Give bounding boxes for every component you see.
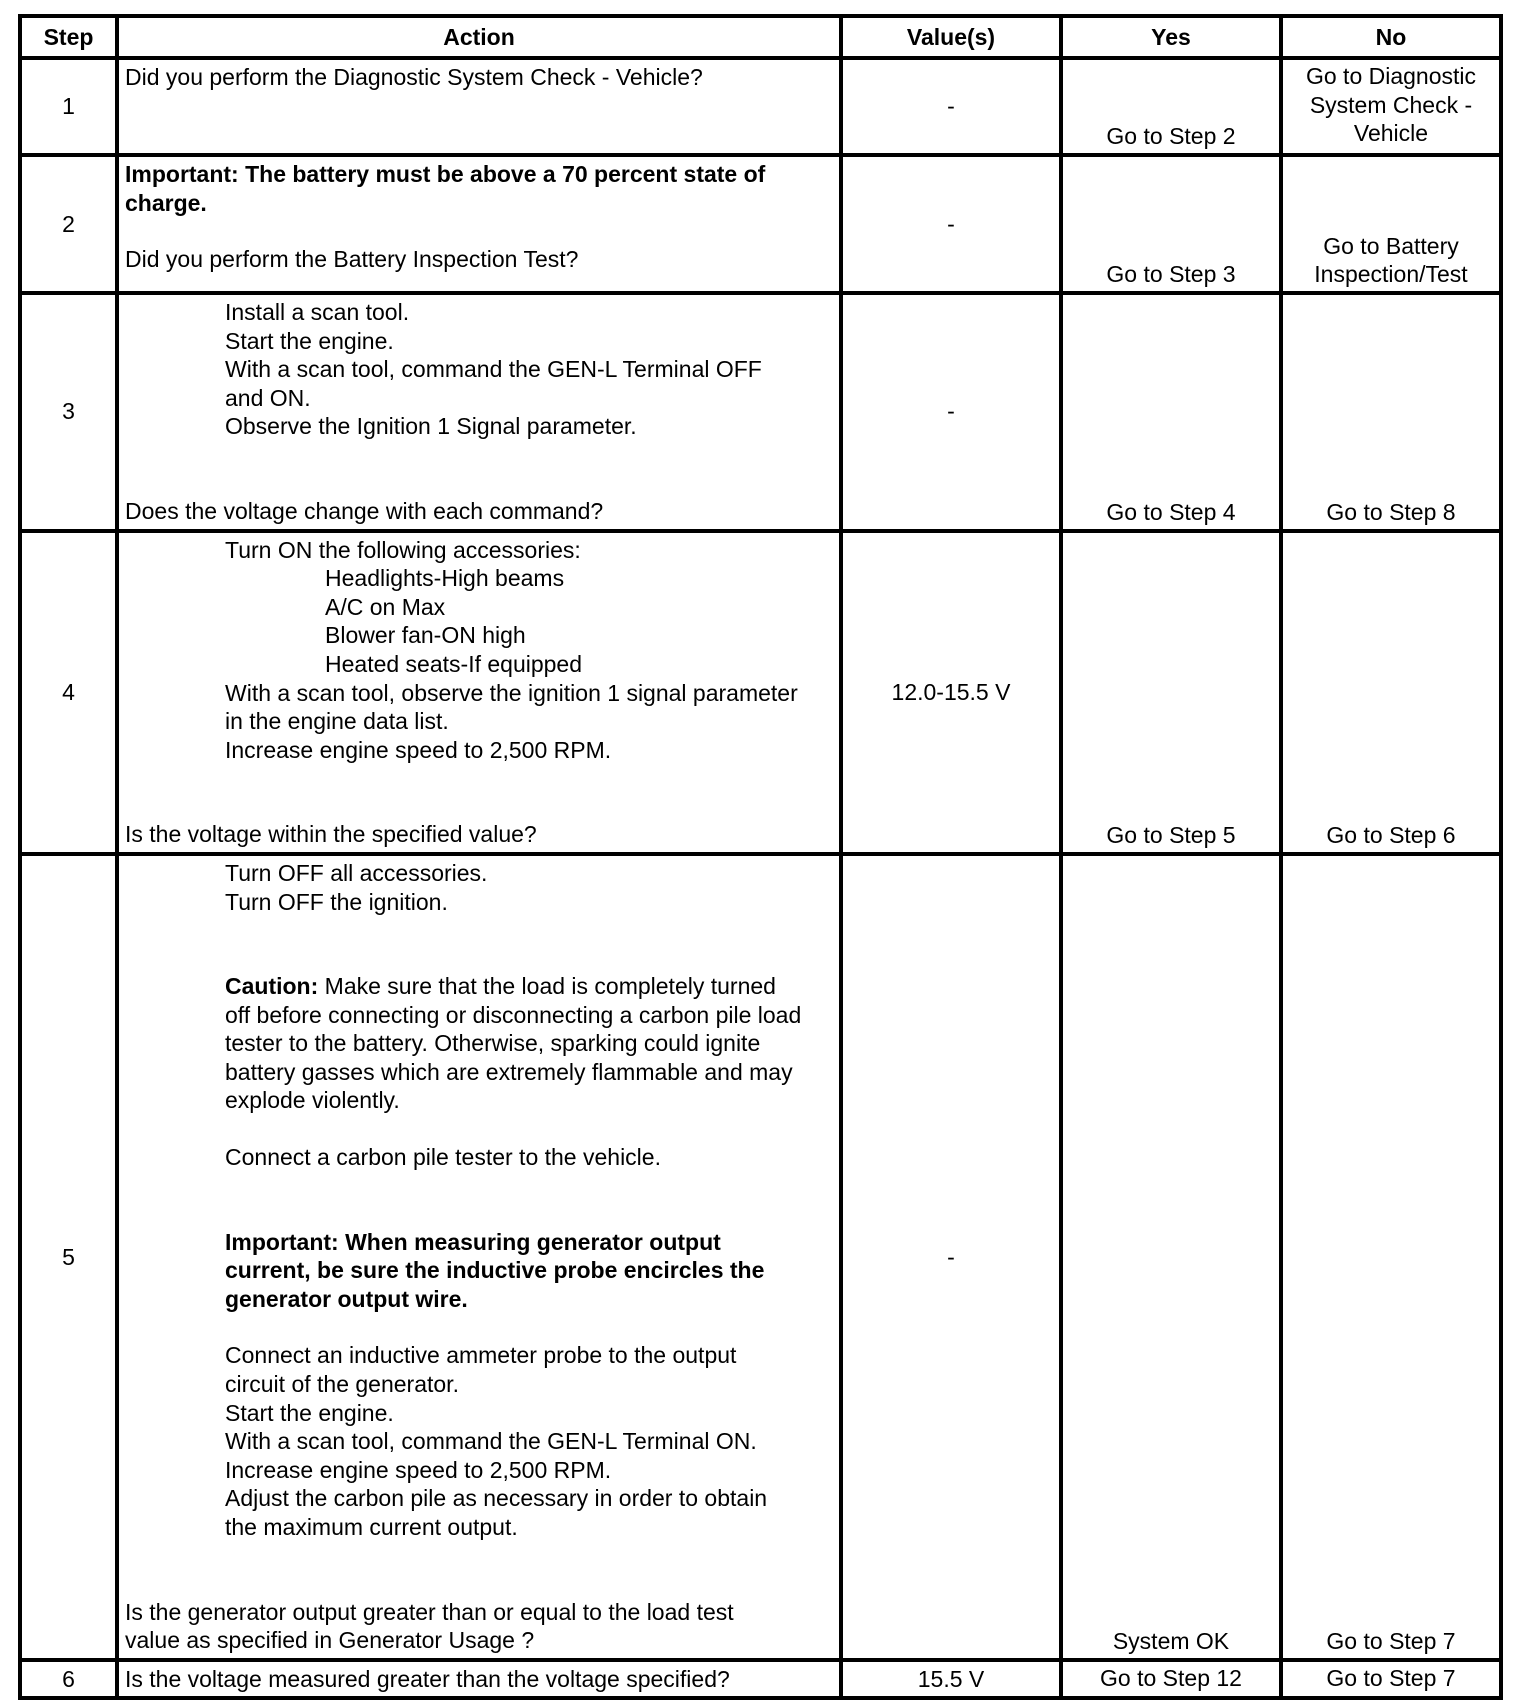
action-line: circuit of the generator.: [225, 1371, 459, 1398]
action-line: Connect an inductive ammeter probe to the output: [225, 1342, 737, 1369]
value-cell: -: [841, 155, 1061, 293]
yes-cell: Go to Step 5: [1061, 531, 1281, 854]
yes-cell: Go to Step 4: [1061, 293, 1281, 531]
action-line: the maximum current output.: [225, 1514, 518, 1540]
table-row: [20, 293, 1501, 531]
step-number: 4: [20, 531, 117, 854]
accessory-item: Blower fan-ON high: [325, 622, 526, 649]
action-cell: [117, 531, 841, 854]
yes-cell: Go to Step 12: [1061, 1660, 1281, 1699]
yes-cell: System OK: [1061, 854, 1281, 1660]
question-text: Does the voltage change with each command?: [125, 497, 604, 524]
action-cell: [117, 58, 841, 155]
action-cell: Important: The battery must be above a 70 percent state of charge. Did you perform the Battery Inspection Test?: [117, 155, 841, 293]
no-cell: Go to Battery Inspection/Test: [1281, 155, 1501, 293]
step-number: 3: [20, 293, 117, 531]
accessory-item: A/C on Max: [325, 593, 446, 620]
table-row: [20, 58, 1501, 155]
action-line: Increase engine speed to 2,500 RPM.: [225, 736, 612, 763]
header-yes: Yes: [1061, 16, 1281, 58]
step-number: 5: [20, 854, 117, 1660]
table-row: [20, 155, 1501, 293]
important-note: Important: When measuring generator output: [225, 1228, 721, 1255]
action-line: Install a scan tool.: [225, 299, 410, 325]
no-cell: Go to Step 7: [1281, 854, 1501, 1660]
question-text: Is the voltage within the specified value?: [125, 821, 537, 848]
value-cell: 12.0-15.5 V: [841, 531, 1061, 854]
yes-cell: Go to Step 3: [1061, 155, 1281, 293]
header-row: [20, 16, 1501, 58]
action-line: With a scan tool, command the GEN-L Terminal ON.: [225, 1428, 757, 1455]
question-text: Is the voltage measured greater than the voltage specified?: [125, 1665, 730, 1692]
header-action: Action: [117, 16, 841, 58]
no-cell: Go to Step 7: [1281, 1660, 1501, 1699]
action-line: With a scan tool, command the GEN-L Terminal OFF: [225, 356, 762, 383]
accessory-item: Heated seats-If equipped: [325, 650, 583, 677]
value-cell: -: [841, 854, 1061, 1660]
step-number: 2: [20, 155, 117, 293]
caution-label: Caution:: [225, 973, 319, 1000]
value-cell: 15.5 V: [841, 1660, 1061, 1699]
table-row: [20, 854, 1501, 1660]
question-text: Is the generator output greater than or equal to the load test: [125, 1598, 734, 1625]
value-cell: -: [841, 293, 1061, 531]
action-line: Observe the Ignition 1 Signal parameter.: [225, 413, 637, 440]
no-cell: Go to Step 8: [1281, 293, 1501, 531]
step-number: 1: [20, 58, 117, 155]
action-cell: [117, 293, 841, 531]
step-number: 6: [20, 1660, 117, 1699]
header-step: Step: [20, 16, 117, 58]
action-line: With a scan tool, observe the ignition 1 signal parameter: [225, 679, 798, 706]
action-line: in the engine data list.: [225, 708, 449, 735]
caution-note: Caution: Make sure that the load is completely turned: [225, 973, 776, 1000]
accessory-item: Headlights-High beams: [325, 565, 565, 592]
action-line: Turn OFF the ignition.: [225, 888, 448, 915]
action-cell: Turn OFF all accessories. Turn OFF the ignition. Caution: Make sure that the load is completely turned off before connecting or disconnecting a carbon pile load tester to the battery. Otherwise, sparking could ignite battery gasses which are extremely flammable and may explode violently. Connect a carbon pile tester to the vehicle. Important: When measuring generator output current, be sure the inductive probe encircles the generator output wire. Connect an inductive ammeter probe to the output circuit of the generator. Start the engine. With a scan tool, command the GEN-L Terminal ON. Increase engine speed to 2,500 RPM. Adjust the carbon pile as necessary in order to obtain the maximum current output. Is the generator output greater than or equal to the load test value as specified in Generator Usage ?: [117, 854, 841, 1660]
header-values: Value(s): [841, 16, 1061, 58]
question-text: Did you perform the Diagnostic System Check - Vehicle?: [125, 64, 703, 90]
value-cell: -: [841, 58, 1061, 155]
action-cell: [117, 1660, 841, 1699]
question-text: Did you perform the Battery Inspection Test?: [125, 246, 579, 273]
diagnostic-table: [18, 14, 1503, 1700]
no-cell: Go to Diagnostic System Check - Vehicle: [1281, 58, 1501, 155]
table-row: [20, 1660, 1501, 1699]
important-note: Important: The battery must be above a 70 percent state of: [125, 161, 766, 187]
action-line: Connect a carbon pile tester to the vehicle.: [225, 1144, 661, 1171]
action-line: Increase engine speed to 2,500 RPM.: [225, 1456, 612, 1483]
table-row: [20, 531, 1501, 854]
action-line: Turn ON the following accessories:: [225, 536, 581, 563]
action-line: Turn OFF all accessories.: [225, 859, 488, 886]
action-line: Adjust the carbon pile as necessary in order to obtain: [225, 1485, 768, 1512]
no-cell: Go to Step 6: [1281, 531, 1501, 854]
action-line: and ON.: [225, 384, 311, 411]
yes-cell: Go to Step 2: [1061, 58, 1281, 155]
header-no: No: [1281, 16, 1501, 58]
action-line: Start the engine.: [225, 1399, 394, 1426]
action-line: Start the engine.: [225, 327, 394, 354]
